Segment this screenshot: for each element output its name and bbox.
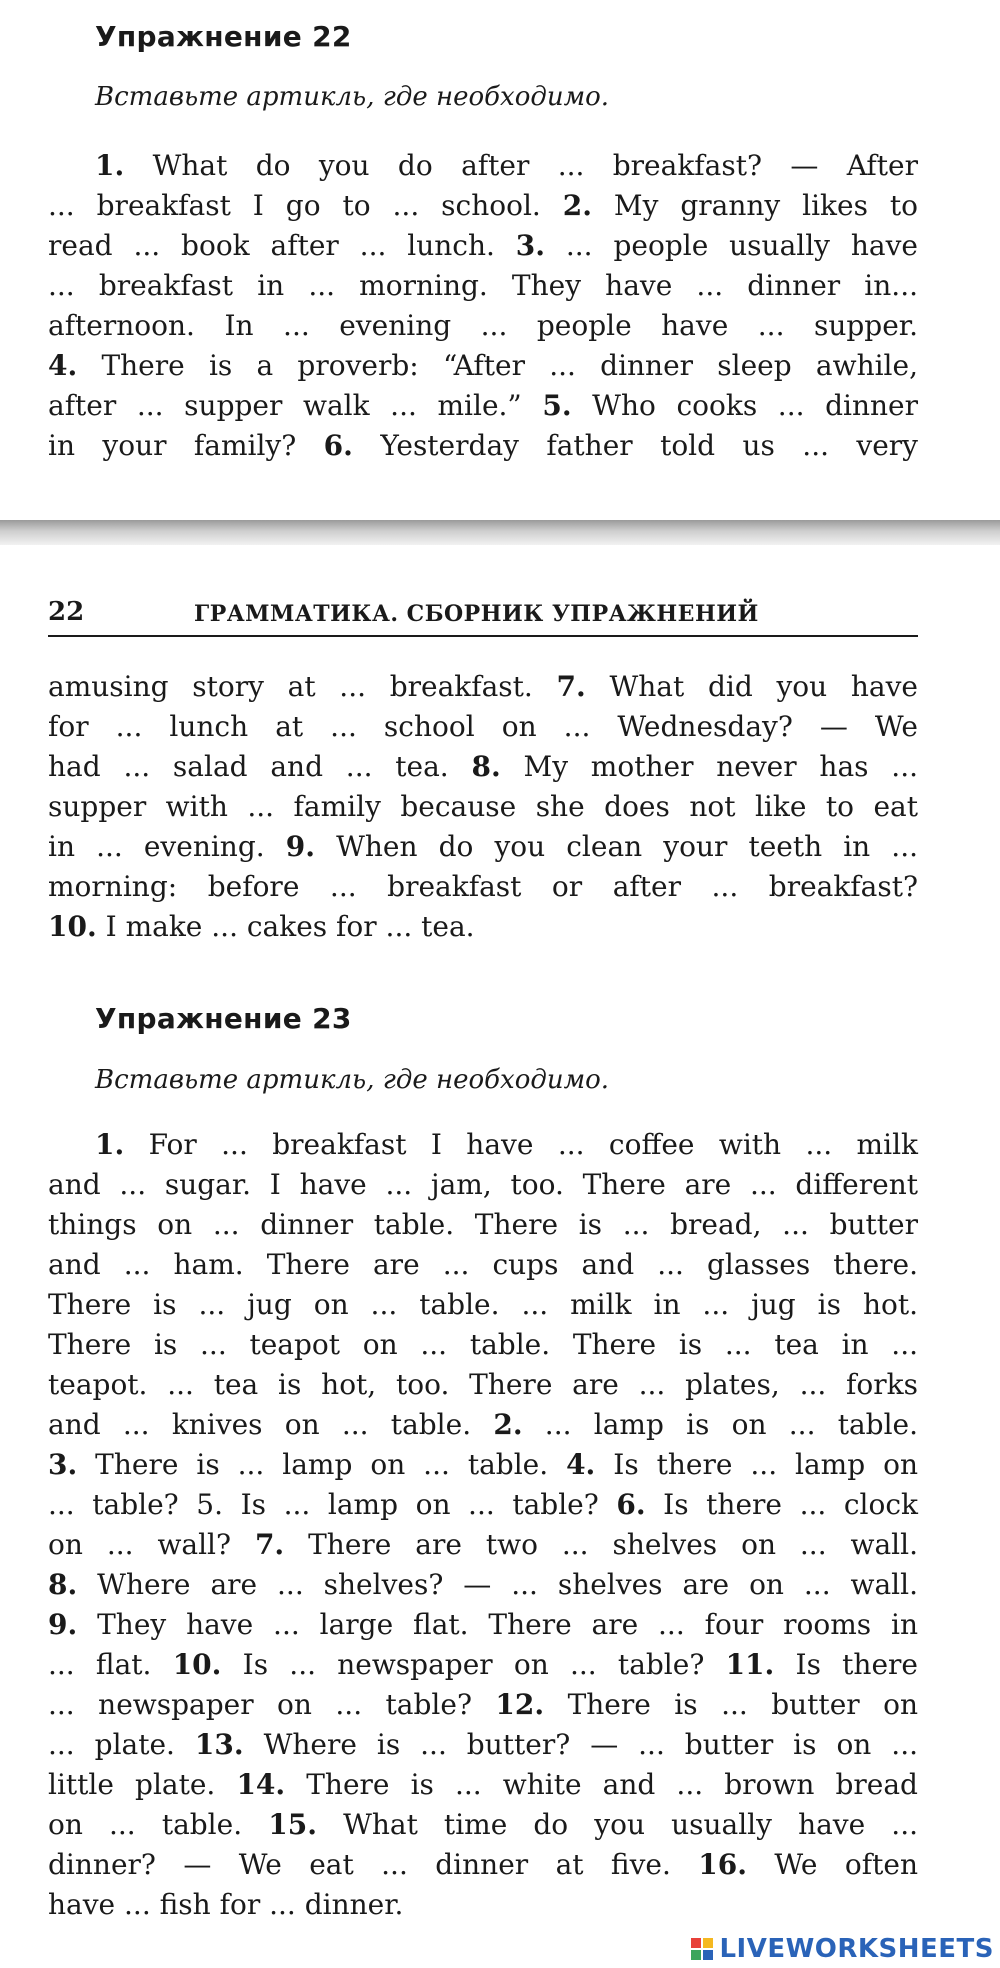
text-segment: ... people usually have (545, 229, 918, 262)
logo-square-yellow (703, 1938, 713, 1948)
text-segment: ... table? 5. Is ... lamp on ... table? (48, 1488, 617, 1521)
text-line (48, 1245, 918, 1285)
text-line (48, 426, 918, 466)
text-segment: and ... knives on ... table. (48, 1408, 494, 1441)
text-line (48, 1485, 918, 1525)
exercise-22-text-part2 (48, 667, 918, 947)
text-segment: What time do you usually have ... (316, 1808, 918, 1841)
item-number: 14. (236, 1768, 286, 1801)
text-segment: There is ... lamp on ... table. (77, 1448, 567, 1481)
text-segment: Is ... newspaper on ... table? (221, 1648, 726, 1681)
text-segment: My granny likes to (591, 189, 919, 222)
watermark-text: LIVEWORKSHEETS (719, 1934, 994, 1964)
logo-square-red (691, 1938, 701, 1948)
text-line (48, 1885, 918, 1925)
text-line (48, 787, 918, 827)
liveworksheets-watermark (691, 1932, 994, 1966)
item-number: 7. (254, 1528, 285, 1561)
text-segment: There is ... teapot on ... table. There is ... tea in ... (48, 1328, 918, 1361)
text-line (48, 1645, 918, 1685)
text-line (48, 1405, 918, 1445)
item-number: 8. (48, 1568, 78, 1601)
text-segment: Is there (774, 1648, 918, 1681)
item-number: 6. (323, 429, 353, 462)
text-line (48, 1685, 918, 1725)
item-number: 7. (556, 670, 586, 703)
item-number: 5. (542, 389, 572, 422)
page-separator (0, 520, 1000, 545)
text-segment: on ... table. (48, 1808, 269, 1841)
text-line (48, 306, 918, 346)
text-segment: things on ... dinner table. There is ... bread, ... butter (48, 1208, 918, 1241)
text-segment: dinner? — We eat ... dinner at five. (48, 1848, 699, 1881)
item-number: 4. (566, 1448, 596, 1481)
text-segment: Is there ... clock (645, 1488, 918, 1521)
text-segment: There is ... jug on ... table. ... milk in ... jug is hot. (48, 1288, 918, 1321)
text-segment: There is a proverb: “After ... dinner sleep awhile, (77, 349, 918, 382)
item-number: 3. (515, 229, 545, 262)
text-segment: ... flat. (48, 1648, 173, 1681)
item-number: 9. (285, 830, 315, 863)
item-number: 6. (616, 1488, 646, 1521)
item-number: 16. (698, 1848, 748, 1881)
item-number: 9. (48, 1608, 78, 1641)
text-segment: When do you clean your teeth in ... (315, 830, 918, 863)
item-number: 3. (48, 1448, 78, 1481)
text-segment: supper with ... family because she does not like to eat (48, 790, 918, 823)
text-segment: Yesterday father told us ... very (352, 429, 918, 462)
text-line (48, 1325, 918, 1365)
text-segment: on ... wall? (48, 1528, 255, 1561)
text-line (48, 747, 918, 787)
text-line (48, 146, 918, 186)
text-line (48, 1445, 918, 1485)
page-number: 22 (48, 597, 85, 627)
text-line (48, 1725, 918, 1765)
text-line (48, 1765, 918, 1805)
item-number: 2. (562, 189, 592, 222)
text-segment: and ... sugar. I have ... jam, too. There are ... different (48, 1168, 918, 1201)
text-segment: ... plate. (48, 1728, 195, 1761)
text-line (48, 1125, 918, 1165)
text-segment: amusing story at ... breakfast. (48, 670, 557, 703)
exercise-22-text-part1 (48, 146, 918, 466)
item-number: 11. (725, 1648, 775, 1681)
text-segment: teapot. ... tea is hot, too. There are ... plates, ... forks (48, 1368, 918, 1401)
text-line (48, 707, 918, 747)
text-line (48, 386, 918, 426)
text-segment: and ... ham. There are ... cups and ... glasses there. (48, 1248, 918, 1281)
text-segment: Is there ... lamp on (595, 1448, 918, 1481)
text-segment: They have ... large flat. There are ... four rooms in (77, 1608, 918, 1641)
running-head (48, 595, 918, 637)
item-number: 4. (48, 349, 78, 382)
text-segment: little plate. (48, 1768, 237, 1801)
text-segment: for ... lunch at ... school on ... Wednesday? — We (48, 710, 918, 743)
text-segment: We often (747, 1848, 918, 1881)
text-segment: ... lamp is on ... table. (522, 1408, 919, 1441)
text-segment: There is ... white and ... brown bread (285, 1768, 918, 1801)
text-segment: read ... book after ... lunch. (48, 229, 516, 262)
text-segment: ... newspaper on ... table? (48, 1688, 496, 1721)
text-segment: What do you do after ... breakfast? — After (124, 149, 918, 182)
item-number: 12. (495, 1688, 545, 1721)
item-number: 2. (493, 1408, 523, 1441)
text-line (48, 1165, 918, 1205)
text-segment: in ... evening. (48, 830, 286, 863)
item-number: 1. (95, 149, 125, 182)
liveworksheets-logo-icon (691, 1938, 713, 1960)
text-segment: Where is ... butter? — ... butter is on ... (243, 1728, 918, 1761)
text-segment: after ... supper walk ... mile.” (48, 389, 543, 422)
text-line (48, 186, 918, 226)
text-segment: ... breakfast in ... morning. They have ... dinner in... (48, 269, 918, 302)
text-segment: morning: before ... breakfast or after ... breakfast? (48, 870, 918, 903)
text-line (48, 266, 918, 306)
text-segment: My mother never has ... (500, 750, 918, 783)
item-number: 15. (268, 1808, 317, 1841)
text-segment: Where are ... shelves? — ... shelves are on ... wall. (77, 1568, 918, 1601)
text-line (48, 827, 918, 867)
exercise-23-title: Упражнение 23 (95, 1002, 352, 1035)
text-line (48, 907, 918, 947)
top-page-fragment (0, 0, 1000, 520)
logo-square-green (691, 1950, 701, 1960)
text-segment: had ... salad and ... tea. (48, 750, 472, 783)
text-line (48, 867, 918, 907)
exercise-22-instruction: Вставьте артикль, где необходимо. (95, 82, 610, 112)
text-segment: There is ... butter on (544, 1688, 918, 1721)
bottom-page-fragment (0, 545, 1000, 1968)
text-line (48, 346, 918, 386)
item-number: 1. (95, 1128, 125, 1161)
text-line (48, 667, 918, 707)
text-line (48, 1605, 918, 1645)
text-segment: have ... fish for ... dinner. (48, 1888, 404, 1921)
text-line (48, 1285, 918, 1325)
text-line (48, 1565, 918, 1605)
text-segment: in your family? (48, 429, 324, 462)
text-line (48, 1205, 918, 1245)
text-segment: Who cooks ... dinner (571, 389, 919, 422)
text-line (48, 226, 918, 266)
item-number: 8. (471, 750, 501, 783)
text-segment: There are two ... shelves on ... wall. (284, 1528, 918, 1561)
logo-square-blue (703, 1950, 713, 1960)
exercise-22-title: Упражнение 22 (95, 20, 352, 53)
text-line (48, 1525, 918, 1565)
item-number: 10. (48, 910, 97, 943)
text-segment: I make ... cakes for ... tea. (96, 910, 475, 943)
exercise-23-text (48, 1125, 918, 1925)
text-segment: afternoon. In ... evening ... people have ... supper. (48, 309, 918, 342)
text-line (48, 1805, 918, 1845)
text-line (48, 1365, 918, 1405)
exercise-23-instruction: Вставьте артикль, где необходимо. (95, 1065, 610, 1095)
item-number: 10. (172, 1648, 222, 1681)
text-segment: ... breakfast I go to ... school. (48, 189, 563, 222)
item-number: 13. (194, 1728, 244, 1761)
text-segment: For ... breakfast I have ... coffee with ... milk (124, 1128, 918, 1161)
text-line (48, 1845, 918, 1885)
text-segment: What did you have (585, 670, 918, 703)
book-title: ГРАММАТИКА. СБОРНИК УПРАЖНЕНИЙ (194, 601, 759, 627)
